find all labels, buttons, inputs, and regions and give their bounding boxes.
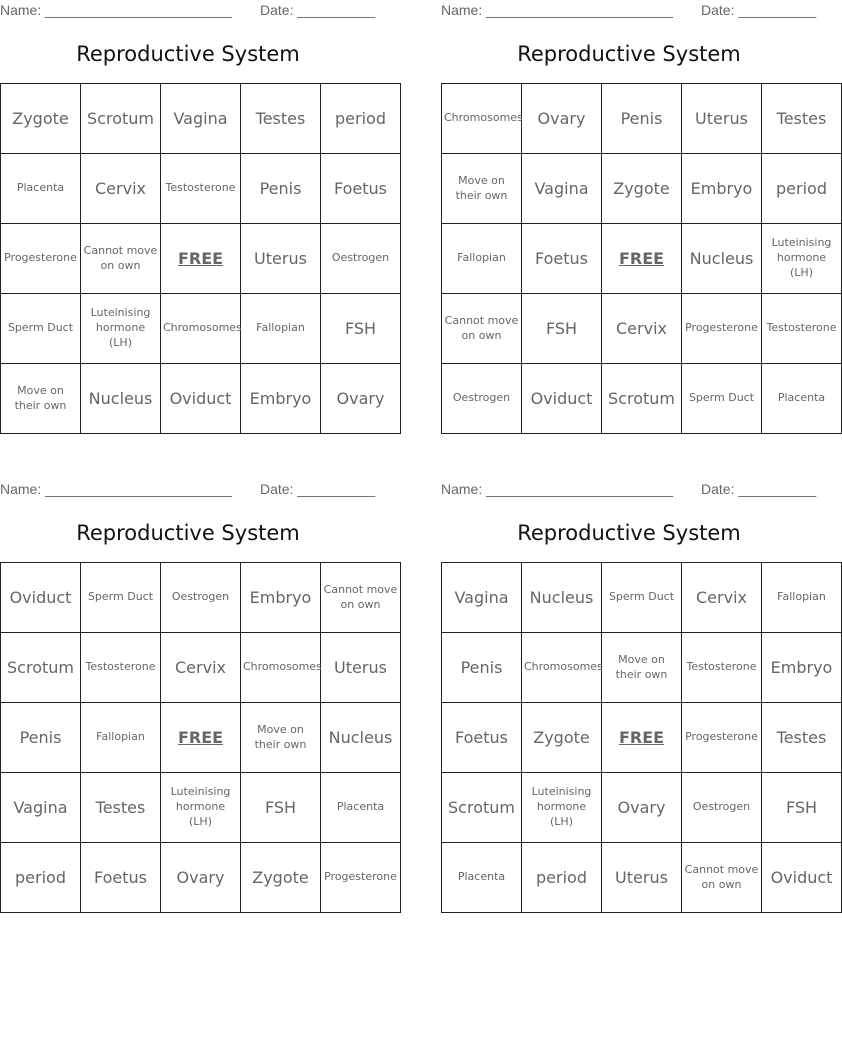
bingo-cell[interactable]: Testes (241, 84, 321, 154)
bingo-cell[interactable]: Move on their own (241, 703, 321, 773)
bingo-cell[interactable]: FSH (241, 773, 321, 843)
bingo-cell[interactable]: Placenta (321, 773, 401, 843)
bingo-card-2 (441, 0, 837, 440)
free-space-cell[interactable]: FREE (161, 224, 241, 294)
bingo-cell[interactable]: Fallopian (81, 703, 161, 773)
date-field[interactable]: Date: __________ (701, 2, 817, 18)
bingo-cell[interactable]: Oviduct (161, 364, 241, 434)
grid-row (1, 84, 401, 154)
bingo-cell[interactable]: Vagina (1, 773, 81, 843)
bingo-cell[interactable]: Uterus (241, 224, 321, 294)
date-field[interactable]: Date: __________ (701, 481, 817, 497)
grid-row (1, 563, 401, 633)
bingo-cell[interactable]: period (1, 843, 81, 913)
bingo-cell[interactable]: Chromosomes (442, 84, 522, 154)
bingo-cell[interactable]: Scrotum (1, 633, 81, 703)
grid-row (442, 563, 842, 633)
bingo-cell[interactable]: Move on their own (1, 364, 81, 434)
bingo-cell[interactable]: Oestrogen (682, 773, 762, 843)
bingo-cell[interactable]: Sperm Duct (602, 563, 682, 633)
bingo-cell[interactable]: Cervix (161, 633, 241, 703)
bingo-cell[interactable]: Cervix (682, 563, 762, 633)
bingo-cell[interactable]: Nucleus (81, 364, 161, 434)
bingo-cell[interactable]: Progesterone (682, 703, 762, 773)
card-title: Reproductive System (517, 521, 741, 545)
grid-row (1, 633, 401, 703)
bingo-cell[interactable]: period (522, 843, 602, 913)
bingo-cell[interactable]: Cannot move on own (321, 563, 401, 633)
grid-row (1, 224, 401, 294)
bingo-card-1 (0, 0, 390, 440)
bingo-cell[interactable]: Fallopian (241, 294, 321, 364)
bingo-cell[interactable]: Oviduct (762, 843, 842, 913)
bingo-cell[interactable]: Embryo (241, 563, 321, 633)
grid-row (1, 773, 401, 843)
bingo-cell[interactable]: Vagina (161, 84, 241, 154)
bingo-cell[interactable]: FSH (762, 773, 842, 843)
bingo-cell[interactable]: Chromosomes (241, 633, 321, 703)
bingo-cell[interactable]: Foetus (321, 154, 401, 224)
header-fields (0, 479, 376, 501)
grid-row (442, 224, 842, 294)
bingo-cell[interactable]: Move on their own (602, 633, 682, 703)
bingo-cell[interactable]: Oestrogen (161, 563, 241, 633)
bingo-cell[interactable]: Scrotum (602, 364, 682, 434)
bingo-cell[interactable]: Vagina (442, 563, 522, 633)
bingo-cell[interactable]: Move on their own (442, 154, 522, 224)
bingo-cell[interactable]: Cannot move on own (81, 224, 161, 294)
date-field[interactable]: Date: __________ (260, 2, 376, 18)
free-space-cell[interactable]: FREE (602, 224, 682, 294)
bingo-cell[interactable]: Uterus (602, 843, 682, 913)
bingo-cell[interactable]: Chromosomes (161, 294, 241, 364)
bingo-cell[interactable]: period (762, 154, 842, 224)
bingo-cell[interactable]: Scrotum (81, 84, 161, 154)
bingo-cell[interactable]: Zygote (1, 84, 81, 154)
grid-row (442, 633, 842, 703)
bingo-cell[interactable]: Progesterone (682, 294, 762, 364)
grid-row (442, 294, 842, 364)
bingo-cell[interactable]: Testosterone (762, 294, 842, 364)
bingo-cell[interactable]: Progesterone (321, 843, 401, 913)
bingo-cell[interactable]: Nucleus (682, 224, 762, 294)
name-field[interactable]: Name: ________________________ (441, 481, 673, 497)
bingo-cell[interactable]: Sperm Duct (1, 294, 81, 364)
name-field[interactable]: Name: ________________________ (0, 2, 232, 18)
bingo-grid (441, 562, 842, 913)
bingo-grid (441, 83, 842, 434)
bingo-cell[interactable]: Penis (602, 84, 682, 154)
card-title: Reproductive System (76, 42, 300, 66)
bingo-card-4 (441, 479, 833, 919)
bingo-cell[interactable]: Placenta (1, 154, 81, 224)
bingo-cell[interactable]: Fallopian (442, 224, 522, 294)
bingo-cell[interactable]: FSH (321, 294, 401, 364)
bingo-cell[interactable]: Placenta (442, 843, 522, 913)
bingo-cell[interactable]: Chromosomes (522, 633, 602, 703)
grid-row (442, 703, 842, 773)
bingo-cell[interactable]: Luteinising hormone (LH) (522, 773, 602, 843)
card-title: Reproductive System (517, 42, 741, 66)
bingo-cell[interactable]: Oviduct (522, 364, 602, 434)
grid-row (1, 364, 401, 434)
bingo-grid (0, 83, 401, 434)
grid-row (442, 154, 842, 224)
free-space-cell[interactable]: FREE (602, 703, 682, 773)
bingo-cell[interactable]: Luteinising hormone (LH) (161, 773, 241, 843)
bingo-cell[interactable]: Penis (241, 154, 321, 224)
bingo-cell[interactable]: Uterus (321, 633, 401, 703)
bingo-cell[interactable]: Oviduct (1, 563, 81, 633)
grid-row (1, 843, 401, 913)
bingo-cell[interactable]: Embryo (682, 154, 762, 224)
grid-row (442, 84, 842, 154)
header-fields (0, 0, 376, 22)
grid-row (442, 773, 842, 843)
bingo-cell[interactable]: Embryo (762, 633, 842, 703)
bingo-cell[interactable]: Cannot move on own (442, 294, 522, 364)
grid-row (442, 364, 842, 434)
bingo-cell[interactable]: Testosterone (161, 154, 241, 224)
bingo-cell[interactable]: Luteinising hormone (LH) (762, 224, 842, 294)
bingo-cell[interactable]: Sperm Duct (682, 364, 762, 434)
bingo-cell[interactable]: Zygote (602, 154, 682, 224)
bingo-cell[interactable]: Sperm Duct (81, 563, 161, 633)
bingo-cell[interactable]: Cervix (81, 154, 161, 224)
bingo-cell[interactable]: Uterus (682, 84, 762, 154)
bingo-cell[interactable]: Testes (762, 84, 842, 154)
free-space-cell[interactable]: FREE (161, 703, 241, 773)
bingo-grid (0, 562, 401, 913)
grid-row (1, 703, 401, 773)
card-title: Reproductive System (76, 521, 300, 545)
bingo-cell[interactable]: Scrotum (442, 773, 522, 843)
bingo-cell[interactable]: Embryo (241, 364, 321, 434)
bingo-card-3 (0, 479, 398, 919)
bingo-cell[interactable]: Nucleus (522, 563, 602, 633)
name-field[interactable]: Name: ________________________ (441, 2, 673, 18)
bingo-cell[interactable]: Testes (762, 703, 842, 773)
bingo-cell[interactable]: Ovary (161, 843, 241, 913)
bingo-cell[interactable]: Vagina (522, 154, 602, 224)
date-field[interactable]: Date: __________ (260, 481, 376, 497)
bingo-cell[interactable]: Foetus (81, 843, 161, 913)
header-fields (441, 0, 817, 22)
bingo-cell[interactable]: Cervix (602, 294, 682, 364)
bingo-cell[interactable]: Foetus (522, 224, 602, 294)
bingo-cell[interactable]: Fallopian (762, 563, 842, 633)
bingo-cell[interactable]: Placenta (762, 364, 842, 434)
bingo-cell[interactable]: Foetus (442, 703, 522, 773)
header-fields (441, 479, 817, 501)
bingo-cell[interactable]: FSH (522, 294, 602, 364)
bingo-cell[interactable]: Oestrogen (321, 224, 401, 294)
bingo-cell[interactable]: Ovary (522, 84, 602, 154)
name-field[interactable]: Name: ________________________ (0, 481, 232, 497)
bingo-cell[interactable]: Testes (81, 773, 161, 843)
bingo-cell[interactable]: Nucleus (321, 703, 401, 773)
bingo-cell[interactable]: Ovary (321, 364, 401, 434)
bingo-cell[interactable]: Cannot move on own (682, 843, 762, 913)
bingo-cell[interactable]: period (321, 84, 401, 154)
bingo-cell[interactable]: Zygote (241, 843, 321, 913)
bingo-cell[interactable]: Ovary (602, 773, 682, 843)
grid-row (1, 294, 401, 364)
bingo-cell[interactable]: Penis (1, 703, 81, 773)
bingo-cell[interactable]: Oestrogen (442, 364, 522, 434)
bingo-cell[interactable]: Testosterone (682, 633, 762, 703)
bingo-cell[interactable]: Luteinising hormone (LH) (81, 294, 161, 364)
grid-row (1, 154, 401, 224)
bingo-cell[interactable]: Zygote (522, 703, 602, 773)
bingo-cell[interactable]: Testosterone (81, 633, 161, 703)
bingo-cell[interactable]: Progesterone (1, 224, 81, 294)
bingo-cell[interactable]: Penis (442, 633, 522, 703)
grid-row (442, 843, 842, 913)
